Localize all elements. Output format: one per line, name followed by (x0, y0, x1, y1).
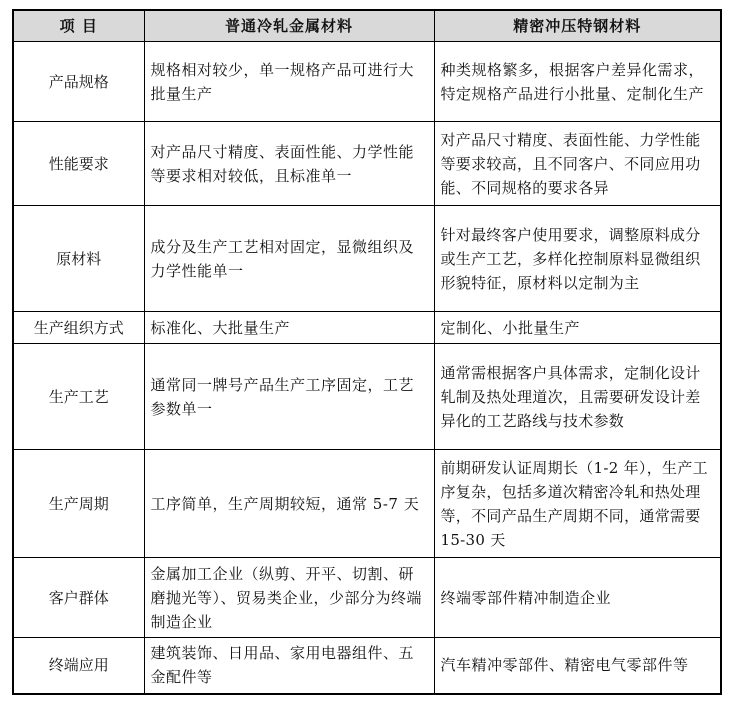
comparison-table (12, 9, 722, 695)
ordinary-cell: 标准化、大批量生产 (144, 312, 434, 344)
header-ordinary-material: 普通冷轧金属材料 (144, 10, 434, 42)
row-item: 生产工艺 (13, 344, 144, 450)
ordinary-cell: 对产品尺寸精度、表面性能、力学性能等要求相对较低，且标准单一 (144, 122, 434, 206)
ordinary-cell: 金属加工企业（纵剪、开平、切割、研磨抛光等）、贸易类企业，少部分为终端制造企业 (144, 558, 434, 638)
ordinary-cell: 规格相对较少，单一规格产品可进行大批量生产 (144, 42, 434, 122)
header-row (13, 10, 721, 42)
precision-cell: 通常需根据客户具体需求，定制化设计轧制及热处理道次，且需要研发设计差异化的工艺路线与技术参数 (434, 344, 721, 450)
table-row (13, 42, 721, 122)
row-item: 终端应用 (13, 638, 144, 694)
table-row (13, 344, 721, 450)
ordinary-cell: 建筑装饰、日用品、家用电器组件、五金配件等 (144, 638, 434, 694)
row-item: 产品规格 (13, 42, 144, 122)
header-precision-material: 精密冲压特钢材料 (434, 10, 721, 42)
precision-cell: 对产品尺寸精度、表面性能、力学性能等要求较高，且不同客户、不同应用功能、不同规格的要求各异 (434, 122, 721, 206)
table-row (13, 558, 721, 638)
precision-cell: 终端零部件精冲制造企业 (434, 558, 721, 638)
precision-cell: 汽车精冲零部件、精密电气零部件等 (434, 638, 721, 694)
row-item: 生产组织方式 (13, 312, 144, 344)
table-row (13, 450, 721, 558)
row-item: 原材料 (13, 206, 144, 312)
ordinary-cell: 成分及生产工艺相对固定，显微组织及力学性能单一 (144, 206, 434, 312)
table-row (13, 312, 721, 344)
row-item: 性能要求 (13, 122, 144, 206)
table-row (13, 206, 721, 312)
ordinary-cell: 工序简单，生产周期较短，通常 5-7 天 (144, 450, 434, 558)
precision-cell: 前期研发认证周期长（1-2 年），生产工序复杂，包括多道次精密冷轧和热处理等，不同产品生产周期不同，通常需要 15-30 天 (434, 450, 721, 558)
comparison-table-wrapper (12, 9, 722, 695)
precision-cell: 针对最终客户使用要求，调整原料成分或生产工艺，多样化控制原料显微组织形貌特征，原材料以定制为主 (434, 206, 721, 312)
precision-cell: 定制化、小批量生产 (434, 312, 721, 344)
precision-cell: 种类规格繁多，根据客户差异化需求，特定规格产品进行小批量、定制化生产 (434, 42, 721, 122)
table-row (13, 638, 721, 694)
table-row (13, 122, 721, 206)
row-item: 客户群体 (13, 558, 144, 638)
ordinary-cell: 通常同一牌号产品生产工序固定，工艺参数单一 (144, 344, 434, 450)
row-item: 生产周期 (13, 450, 144, 558)
header-item: 项 目 (13, 10, 144, 42)
